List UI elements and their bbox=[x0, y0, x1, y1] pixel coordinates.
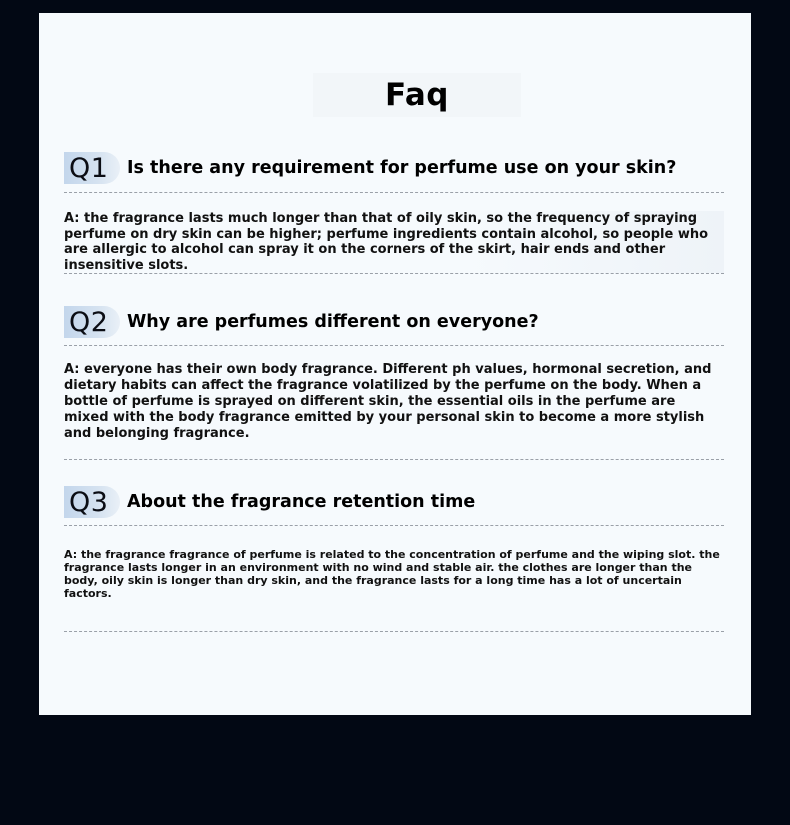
page-title: Faq bbox=[385, 77, 449, 113]
question-row bbox=[64, 152, 724, 186]
question-badge bbox=[64, 152, 120, 184]
question-number: Q1 bbox=[69, 152, 109, 184]
faq-item-3 bbox=[64, 486, 724, 632]
question-text: Why are perfumes different on everyone? bbox=[127, 312, 539, 332]
question-badge bbox=[64, 486, 120, 518]
faq-item-1 bbox=[64, 152, 724, 274]
faq-card bbox=[39, 13, 751, 715]
question-number: Q2 bbox=[69, 306, 109, 338]
divider bbox=[64, 525, 724, 526]
question-number: Q3 bbox=[69, 486, 109, 518]
question-row bbox=[64, 486, 724, 520]
divider bbox=[64, 273, 724, 274]
answer-text: A: the fragrance lasts much longer than that of oily skin, so the frequency of spraying perfume on dry skin can be higher; perfume ingredients contain alcohol, so people who are allergic to alcohol can spray it on the corners of the skirt, hair ends and other insensitive slots. bbox=[64, 211, 724, 273]
divider bbox=[64, 631, 724, 632]
question-text: About the fragrance retention time bbox=[127, 492, 476, 512]
divider bbox=[64, 345, 724, 346]
answer-text: A: everyone has their own body fragrance. Different ph values, hormonal secretion, and dietary habits can affect the fragrance volatilized by the perfume on the body. When a bottle of perfume is sprayed on different skin, the essential oils in the perfume are mixed with the body fragrance emitted by your personal skin to become a more stylish and belonging fragrance. bbox=[64, 362, 712, 441]
answer-text: A: the fragrance fragrance of perfume is related to the concentration of perfume and the wiping slot. the fragrance lasts longer in an environment with no wind and stable air. the clothes are longer than the body, oily skin is longer than dry skin, and the fragrance lasts for a long time has a lot of uncertain factors. bbox=[64, 548, 720, 600]
faq-item-2 bbox=[64, 306, 724, 460]
question-badge bbox=[64, 306, 120, 338]
divider bbox=[64, 459, 724, 460]
question-text: Is there any requirement for perfume use on your skin? bbox=[127, 158, 677, 178]
divider bbox=[64, 192, 724, 193]
title-banner bbox=[313, 73, 521, 117]
question-row bbox=[64, 306, 724, 340]
